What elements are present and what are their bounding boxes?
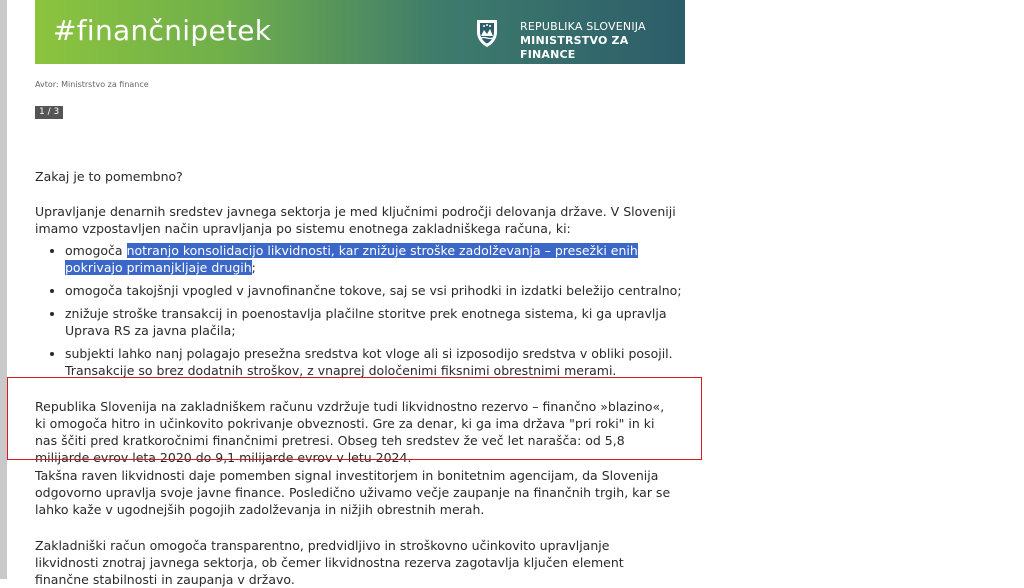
section-heading: Zakaj je to pomembno? (35, 169, 183, 184)
ministry-line1: REPUBLIKA SLOVENIJA (520, 20, 646, 33)
coat-of-arms-icon (475, 18, 499, 48)
signal-paragraph: Takšna raven likvidnosti daje pomemben signal investitorjem in bonitetnim agencijam, da Slovenija odgovorno upravlja svoje javne finance. Posledično uživamo večje zaupanje na finančnih trgih, kar se lahko kaže v ugodnejših pogojih zadolževanja in nižjih obrestnih merah. (35, 468, 671, 517)
benefits-list (35, 242, 715, 385)
selected-text[interactable]: notranjo konsolidacijo likvidnosti, kar znižuje stroške zadolževanja – presežki enih pokrivajo primanjkljaje drugih (65, 243, 638, 275)
list-item: • subjekti lahko nanj polagajo presežna sredstva kot vloge ali si izposodijo sredstva v obliki posojil. Transakcije so brez dodatnih stroškov, z vnaprej določenimi fiksnimi obrestnimi merami. (65, 345, 715, 379)
ministry-label (520, 20, 685, 62)
author-line: Avtor: Ministrstvo za finance (35, 80, 149, 89)
bullet-suffix: ; (251, 260, 256, 275)
bullet-prefix: omogoča (65, 243, 127, 258)
reserve-paragraph: Republika Slovenija na zakladniškem računu vzdržuje tudi likvidnostno rezervo – finančno »blazino«, ki omogoča hitro in učinkovito pokrivanje obveznosti. Gre za denar, ki ga ima država "pri roki" in ki nas ščiti pred kratkoročnimi finančnimi pretresi. Obseg teh sredstev že več let narašča: od 5,8 milijarde evrov leta 2020 do 9,1 milijarde evrov v letu 2024. (35, 399, 665, 465)
banner-hashtag: #finančnipetek (53, 14, 272, 47)
header-banner (35, 0, 685, 64)
closing-paragraph: Zakladniški račun omogoča transparentno, predvidljivo in stroškovno učinkovito upravljanje likvidnosti znotraj javnega sektorja, ob čemer likvidnostna rezerva zagotavlja ključen element finančne stabilnosti in zaupanja v državo. (35, 538, 624, 587)
intro-paragraph: Upravljanje denarnih sredstev javnega sektorja je med ključnimi področji delovanja države. V Sloveniji imamo vzpostavljen način upravljanja po sistemu enotnega zakladniškega računa, ki: (35, 204, 676, 236)
list-item: • znižuje stroške transakcij in poenostavlja plačilne storitve prek enotnega sistema, ki ga upravlja Uprava RS za javna plačila; (65, 305, 670, 339)
slide-counter[interactable]: 1 / 3 (35, 106, 63, 119)
list-item (65, 242, 675, 276)
annotation-box (7, 377, 702, 460)
ministry-line2: MINISTRSTVO ZA FINANCE (520, 34, 629, 61)
window-edge (0, 0, 7, 579)
list-item: • omogoča takojšnji vpogled v javnofinančne tokove, saj se vsi prihodki in izdatki beležijo centralno; (65, 282, 715, 299)
